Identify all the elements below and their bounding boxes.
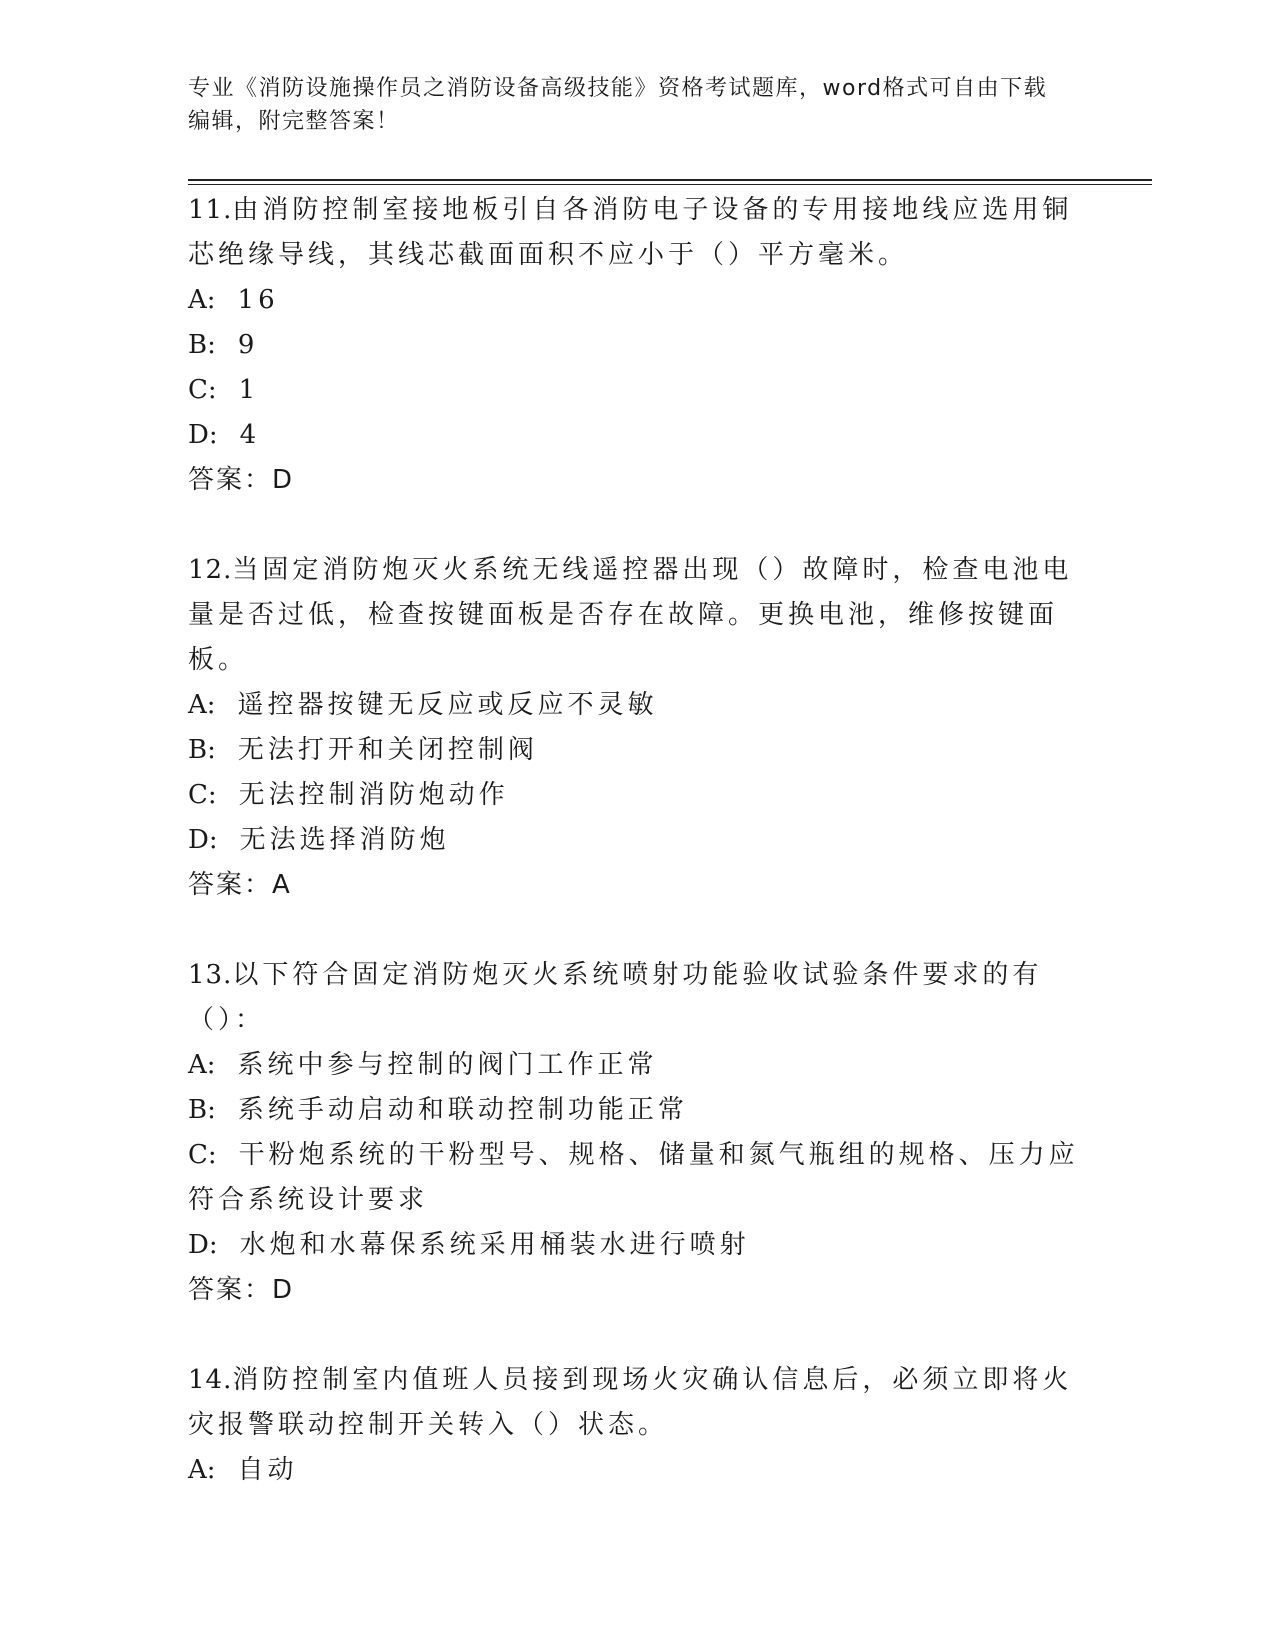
option-letter: B: [188, 330, 216, 360]
option-letter: C: [188, 375, 217, 405]
question-text: 以下符合固定消防炮灭火系统喷射功能验收试验条件要求的有（）： [188, 960, 1043, 1035]
option-a [188, 1043, 1088, 1088]
question-text: 当固定消防炮灭火系统无线遥控器出现（）故障时，检查电池电量是否过低，检查按键面板是否存在故障。更换电池，维修按键面板。 [188, 555, 1073, 675]
header-rule-thin [188, 184, 1152, 185]
option-text: 无法控制消防炮动作 [238, 780, 509, 810]
question-14 [188, 1358, 1088, 1493]
option-b [188, 323, 1088, 368]
option-letter: B: [188, 735, 216, 765]
option-text: 4 [239, 420, 261, 450]
option-text: 无法打开和关闭控制阀 [237, 735, 538, 765]
option-d [188, 818, 1088, 863]
question-stem [188, 548, 1088, 683]
option-b [188, 1088, 1088, 1133]
option-letter: D: [188, 825, 218, 855]
question-text: 消防控制室内值班人员接到现场火灾确认信息后，必须立即将火灾报警联动控制开关转入（）状态。 [188, 1365, 1073, 1440]
option-text: 1 [238, 375, 260, 405]
option-letter: A: [188, 285, 216, 315]
question-stem [188, 1358, 1088, 1448]
option-letter: D: [188, 1230, 218, 1260]
question-number: 11. [188, 195, 233, 225]
question-12 [188, 548, 1088, 908]
option-letter: C: [188, 1140, 217, 1170]
answer-line: 答案：D [188, 465, 295, 495]
option-a [188, 278, 1088, 323]
option-b [188, 728, 1088, 773]
question-11 [188, 188, 1088, 503]
option-letter: A: [188, 1050, 216, 1080]
option-c [188, 773, 1088, 818]
option-text: 9 [237, 330, 259, 360]
option-letter: C: [188, 780, 217, 810]
option-letter: D: [188, 420, 218, 450]
question-number: 13. [188, 960, 233, 990]
option-text: 水炮和水幕保系统采用桶装水进行喷射 [239, 1230, 750, 1260]
question-number: 12. [188, 555, 233, 585]
answer-line: 答案：D [188, 1275, 295, 1305]
option-c [188, 368, 1088, 413]
question-number: 14. [188, 1365, 233, 1395]
question-stem [188, 953, 1088, 1043]
option-letter: B: [188, 1095, 216, 1125]
option-text: 自动 [237, 1455, 298, 1485]
option-text: 无法选择消防炮 [239, 825, 450, 855]
header-text: 专业《消防设施操作员之消防设备高级技能》资格考试题库，word格式可自由下载编辑，附完整答案！ [188, 76, 1048, 134]
option-a [188, 1448, 1088, 1493]
question-13 [188, 953, 1088, 1313]
question-list [188, 188, 1088, 1538]
answer-line: 答案：A [188, 870, 292, 900]
option-text: 16 [237, 285, 279, 315]
option-c [188, 1133, 1088, 1223]
option-text: 干粉炮系统的干粉型号、规格、储量和氮气瓶组的规格、压力应符合系统设计要求 [188, 1140, 1079, 1215]
document-header [188, 72, 1068, 138]
option-d [188, 413, 1088, 458]
option-letter: A: [188, 1455, 216, 1485]
option-a [188, 683, 1088, 728]
question-text: 由消防控制室接地板引自各消防电子设备的专用接地线应选用铜芯绝缘导线，其线芯截面面积不应小于（）平方毫米。 [188, 195, 1073, 270]
option-text: 系统手动启动和联动控制功能正常 [237, 1095, 688, 1125]
option-letter: A: [188, 690, 216, 720]
question-stem [188, 188, 1088, 278]
option-text: 系统中参与控制的阀门工作正常 [237, 1050, 658, 1080]
option-text: 遥控器按键无反应或反应不灵敏 [237, 690, 658, 720]
option-d [188, 1223, 1088, 1268]
header-rule-thick [188, 179, 1152, 181]
